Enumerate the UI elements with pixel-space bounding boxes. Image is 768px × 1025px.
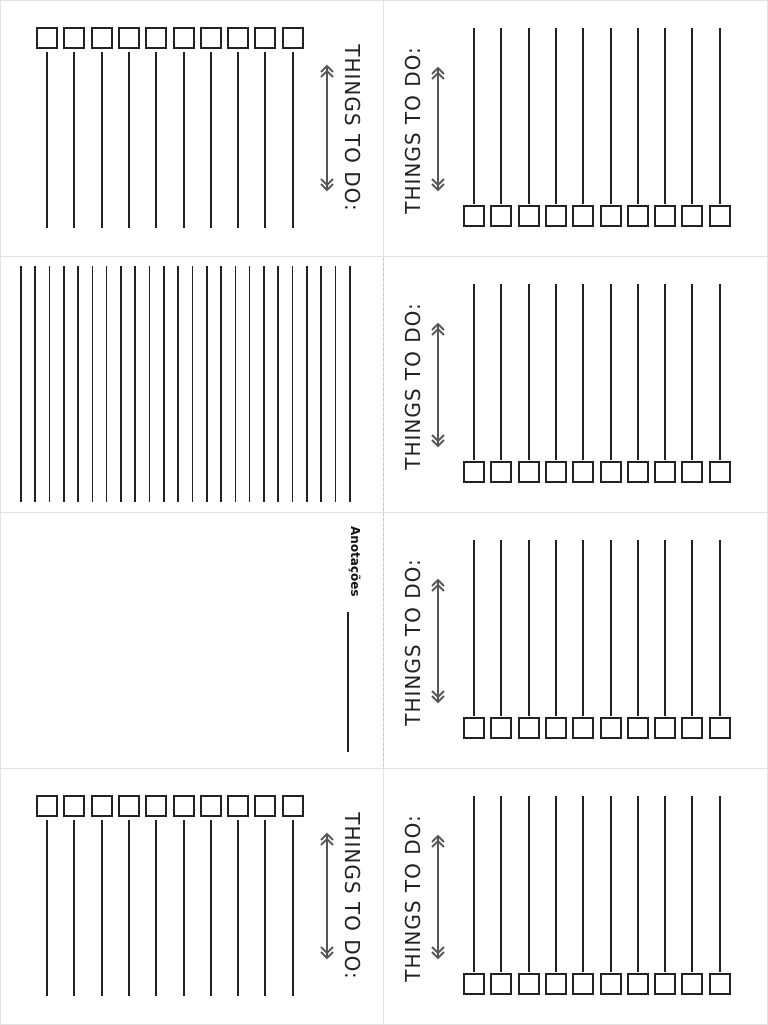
todo-checkbox[interactable] (145, 795, 167, 817)
todo-checkbox[interactable] (654, 973, 676, 995)
todo-checkbox[interactable] (600, 461, 622, 483)
todo-line (155, 52, 157, 228)
todo-line (210, 820, 212, 996)
note-line (163, 266, 165, 502)
todo-checkbox[interactable] (91, 795, 113, 817)
todo-line (264, 820, 266, 996)
todo-checkbox[interactable] (200, 795, 222, 817)
note-line (92, 266, 94, 502)
double-chevron-arrow-icon (319, 64, 335, 192)
todo-checkbox[interactable] (282, 795, 304, 817)
todo-line (73, 52, 75, 228)
todo-line (128, 52, 130, 228)
double-chevron-arrow-icon (430, 834, 446, 960)
card-title: THINGS TO DO: (340, 44, 364, 212)
todo-checkbox[interactable] (654, 717, 676, 739)
todo-line (719, 796, 721, 972)
todo-line (473, 540, 475, 716)
todo-checkbox[interactable] (681, 717, 703, 739)
todo-checkbox[interactable] (572, 205, 594, 227)
todo-line (473, 796, 475, 972)
todo-line (664, 28, 666, 204)
todo-checkbox[interactable] (118, 27, 140, 49)
todo-line (664, 540, 666, 716)
todo-line (691, 540, 693, 716)
double-chevron-arrow-icon (319, 832, 335, 960)
todo-checkbox[interactable] (490, 973, 512, 995)
todo-checkbox[interactable] (572, 717, 594, 739)
card-title: THINGS TO DO: (401, 46, 425, 214)
note-line (263, 266, 265, 502)
todo-checkbox[interactable] (200, 27, 222, 49)
notes-label: Anotações (348, 526, 362, 597)
note-line (220, 266, 222, 502)
todo-checkbox[interactable] (600, 717, 622, 739)
todo-line (528, 28, 530, 204)
todo-checkbox[interactable] (627, 717, 649, 739)
todo-line (155, 820, 157, 996)
todo-line (610, 28, 612, 204)
todo-checkbox[interactable] (572, 461, 594, 483)
double-chevron-arrow-icon (430, 66, 446, 192)
note-line (235, 266, 237, 502)
double-chevron-arrow-icon (430, 578, 446, 704)
todo-checkbox[interactable] (518, 205, 540, 227)
note-line (63, 266, 65, 502)
todo-checkbox[interactable] (709, 205, 731, 227)
todo-checkbox[interactable] (518, 461, 540, 483)
todo-checkbox[interactable] (627, 973, 649, 995)
todo-line (46, 52, 48, 228)
todo-line (637, 28, 639, 204)
todo-checkbox[interactable] (227, 795, 249, 817)
todo-line (237, 52, 239, 228)
note-line (192, 266, 194, 502)
todo-checkbox[interactable] (545, 461, 567, 483)
todo-line (719, 28, 721, 204)
todo-checkbox[interactable] (63, 795, 85, 817)
todo-checkbox[interactable] (463, 461, 485, 483)
todo-line (691, 796, 693, 972)
todo-line (582, 28, 584, 204)
todo-checkbox[interactable] (118, 795, 140, 817)
todo-checkbox[interactable] (145, 27, 167, 49)
todo-line (528, 796, 530, 972)
todo-line (719, 284, 721, 460)
todo-line (691, 28, 693, 204)
todo-line (555, 540, 557, 716)
todo-line (237, 820, 239, 996)
todo-line (664, 284, 666, 460)
note-line (306, 266, 308, 502)
todo-line (292, 820, 294, 996)
todo-checkbox[interactable] (254, 795, 276, 817)
todo-checkbox[interactable] (490, 205, 512, 227)
todo-line (210, 52, 212, 228)
note-line (106, 266, 108, 502)
todo-checkbox[interactable] (173, 795, 195, 817)
todo-line (637, 796, 639, 972)
todo-line (719, 540, 721, 716)
note-line (320, 266, 322, 502)
todo-line (610, 796, 612, 972)
todo-line (101, 52, 103, 228)
todo-line (637, 284, 639, 460)
todo-checkbox[interactable] (709, 717, 731, 739)
todo-checkbox[interactable] (709, 973, 731, 995)
todo-line (610, 284, 612, 460)
todo-line (500, 28, 502, 204)
note-line (177, 266, 179, 502)
note-line (77, 266, 79, 502)
todo-line (500, 284, 502, 460)
todo-line (473, 284, 475, 460)
todo-checkbox[interactable] (463, 205, 485, 227)
todo-checkbox[interactable] (463, 973, 485, 995)
double-chevron-arrow-icon (430, 322, 446, 448)
todo-line (555, 28, 557, 204)
note-line (134, 266, 136, 502)
todo-checkbox[interactable] (654, 205, 676, 227)
todo-line (582, 284, 584, 460)
todo-line (500, 540, 502, 716)
todo-line (128, 820, 130, 996)
card-title: THINGS TO DO: (401, 302, 425, 470)
todo-checkbox[interactable] (463, 717, 485, 739)
todo-checkbox[interactable] (709, 461, 731, 483)
todo-checkbox[interactable] (681, 973, 703, 995)
todo-checkbox[interactable] (490, 717, 512, 739)
todo-line (46, 820, 48, 996)
note-line (20, 266, 22, 502)
todo-line (473, 28, 475, 204)
todo-line (610, 540, 612, 716)
todo-line (582, 796, 584, 972)
todo-line (664, 796, 666, 972)
notes-underline (347, 612, 349, 752)
todo-checkbox[interactable] (254, 27, 276, 49)
todo-checkbox[interactable] (518, 717, 540, 739)
todo-line (691, 284, 693, 460)
fold-line (383, 258, 384, 766)
note-line (277, 266, 279, 502)
todo-checkbox[interactable] (227, 27, 249, 49)
todo-checkbox[interactable] (545, 717, 567, 739)
note-line (335, 266, 337, 502)
todo-line (637, 540, 639, 716)
todo-line (528, 540, 530, 716)
note-line (206, 266, 208, 502)
card-title: THINGS TO DO: (401, 558, 425, 726)
todo-checkbox[interactable] (572, 973, 594, 995)
todo-checkbox[interactable] (627, 205, 649, 227)
todo-checkbox[interactable] (654, 461, 676, 483)
note-line (49, 266, 51, 502)
todo-checkbox[interactable] (63, 27, 85, 49)
todo-line (500, 796, 502, 972)
todo-checkbox[interactable] (91, 27, 113, 49)
card-title: THINGS TO DO: (401, 814, 425, 982)
todo-checkbox[interactable] (681, 205, 703, 227)
todo-checkbox[interactable] (600, 205, 622, 227)
card-title: THINGS TO DO: (340, 812, 364, 980)
note-line (292, 266, 294, 502)
todo-line (528, 284, 530, 460)
note-line (249, 266, 251, 502)
todo-checkbox[interactable] (36, 795, 58, 817)
todo-checkbox[interactable] (681, 461, 703, 483)
todo-checkbox[interactable] (282, 27, 304, 49)
todo-checkbox[interactable] (545, 973, 567, 995)
note-line (120, 266, 122, 502)
todo-line (73, 820, 75, 996)
todo-line (555, 796, 557, 972)
todo-checkbox[interactable] (36, 27, 58, 49)
note-line (349, 266, 351, 502)
todo-line (582, 540, 584, 716)
todo-line (264, 52, 266, 228)
todo-checkbox[interactable] (545, 205, 567, 227)
todo-checkbox[interactable] (490, 461, 512, 483)
card-frame (0, 512, 384, 769)
todo-line (183, 820, 185, 996)
todo-line (183, 52, 185, 228)
note-line (149, 266, 151, 502)
todo-line (292, 52, 294, 228)
todo-line (101, 820, 103, 996)
todo-checkbox[interactable] (627, 461, 649, 483)
todo-checkbox[interactable] (600, 973, 622, 995)
note-line (34, 266, 36, 502)
todo-checkbox[interactable] (518, 973, 540, 995)
todo-line (555, 284, 557, 460)
todo-checkbox[interactable] (173, 27, 195, 49)
